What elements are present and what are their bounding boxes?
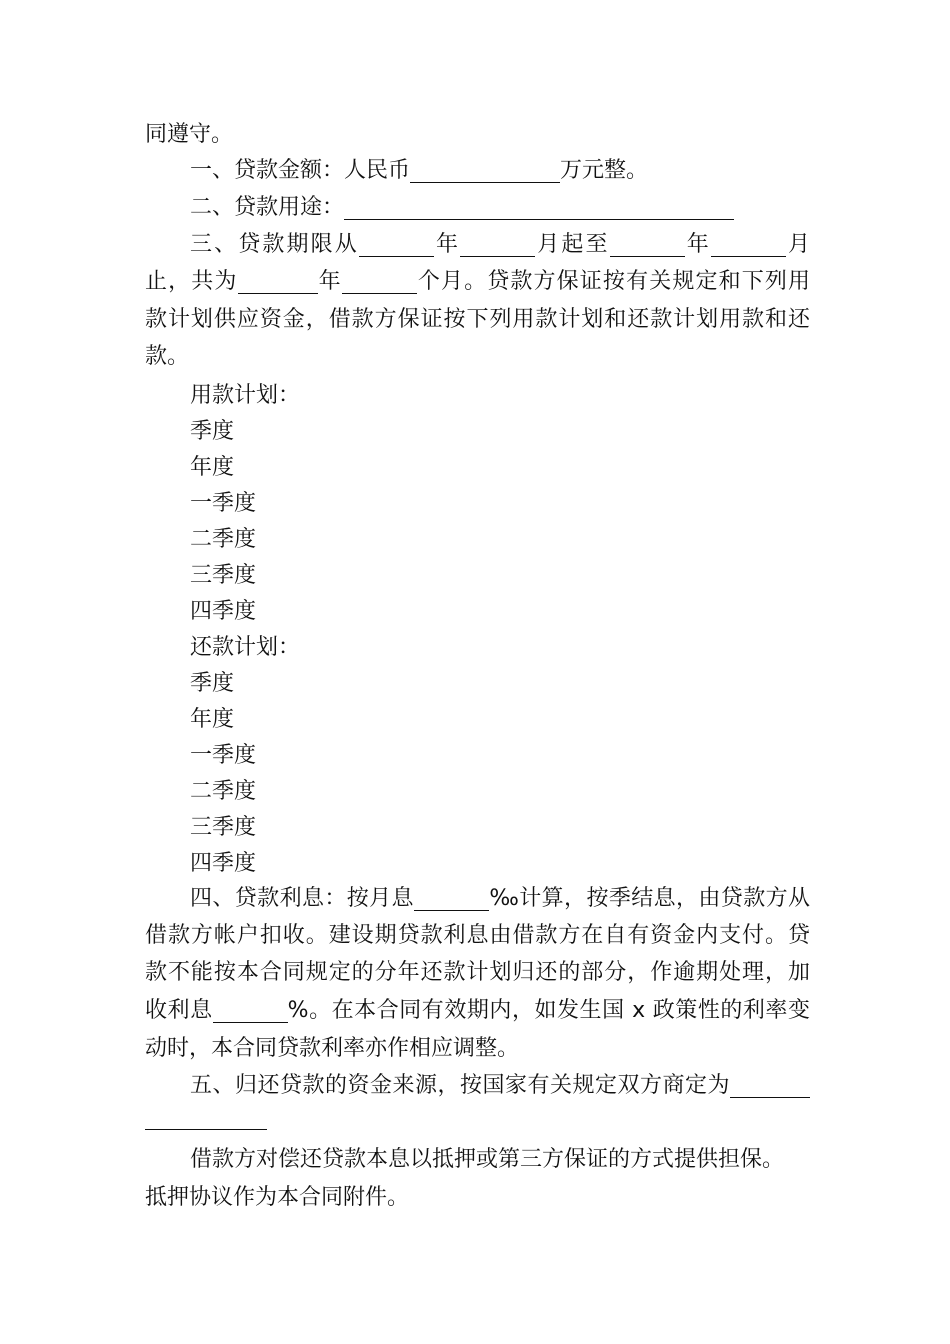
usage-plan-item: 年度 bbox=[190, 455, 235, 480]
guarantee-line1: 借款方对偿还贷款本息以抵押或第三方保证的方式提供担保。 bbox=[190, 1147, 785, 1172]
usage-plan-heading: 用款计划： bbox=[190, 383, 301, 408]
clause-interest-line5: 动时，本合同贷款利率亦作相应调整。 bbox=[145, 1036, 520, 1061]
usage-plan-item: 三季度 bbox=[190, 563, 257, 588]
repay-plan-item: 年度 bbox=[190, 707, 235, 732]
source-blank-continuation bbox=[145, 1129, 267, 1130]
clause-term-line4: 款。 bbox=[145, 344, 190, 369]
repay-plan-item: 二季度 bbox=[190, 779, 257, 804]
usage-plan-item: 二季度 bbox=[190, 527, 257, 552]
clause-term-line2: 止，共为 年 个月。贷款方保证按有关规定和下列用 bbox=[145, 269, 810, 294]
clause-interest-line1: 四、贷款利息：按月息 ‰计算，按季结息，由贷款方从 bbox=[190, 886, 810, 911]
purpose-blank bbox=[344, 193, 734, 220]
repay-plan-item: 一季度 bbox=[190, 743, 257, 768]
usage-plan-item: 一季度 bbox=[190, 491, 257, 516]
repay-plan-item: 季度 bbox=[190, 671, 235, 696]
source-blank bbox=[730, 1071, 810, 1098]
clause-term-line1: 三、贷款期限从 年 月起至 年 月 bbox=[190, 232, 810, 257]
guarantee-line2: 抵押协议作为本合同附件。 bbox=[145, 1185, 410, 1210]
amount-blank bbox=[410, 156, 560, 183]
usage-plan-item: 季度 bbox=[190, 419, 235, 444]
clause-interest-line2: 借款方帐户扣收。建设期贷款利息由借款方在自有资金内支付。贷 bbox=[145, 923, 810, 948]
clause-loan-purpose: 二、贷款用途： bbox=[190, 190, 810, 226]
clause-repayment-source: 五、归还贷款的资金来源，按国家有关规定双方商定为 bbox=[190, 1068, 810, 1104]
repay-plan-item: 四季度 bbox=[190, 851, 257, 876]
usage-plan-item: 四季度 bbox=[190, 599, 257, 624]
continuation-text: 同遵守。 bbox=[145, 122, 234, 147]
clause-term-line3: 款计划供应资金，借款方保证按下列用款计划和还款计划用款和还 bbox=[145, 307, 810, 332]
clause-interest-line3: 款不能按本合同规定的分年还款计划归还的部分，作逾期处理，加 bbox=[145, 960, 810, 985]
repay-plan-item: 三季度 bbox=[190, 815, 257, 840]
repay-plan-heading: 还款计划： bbox=[190, 635, 301, 660]
clause-loan-amount: 一、贷款金额：人民币 万元整。 bbox=[190, 158, 649, 183]
clause-interest-line4: 收利息 %。在本合同有效期内，如发生国 x 政策性的利率变 bbox=[145, 998, 810, 1023]
